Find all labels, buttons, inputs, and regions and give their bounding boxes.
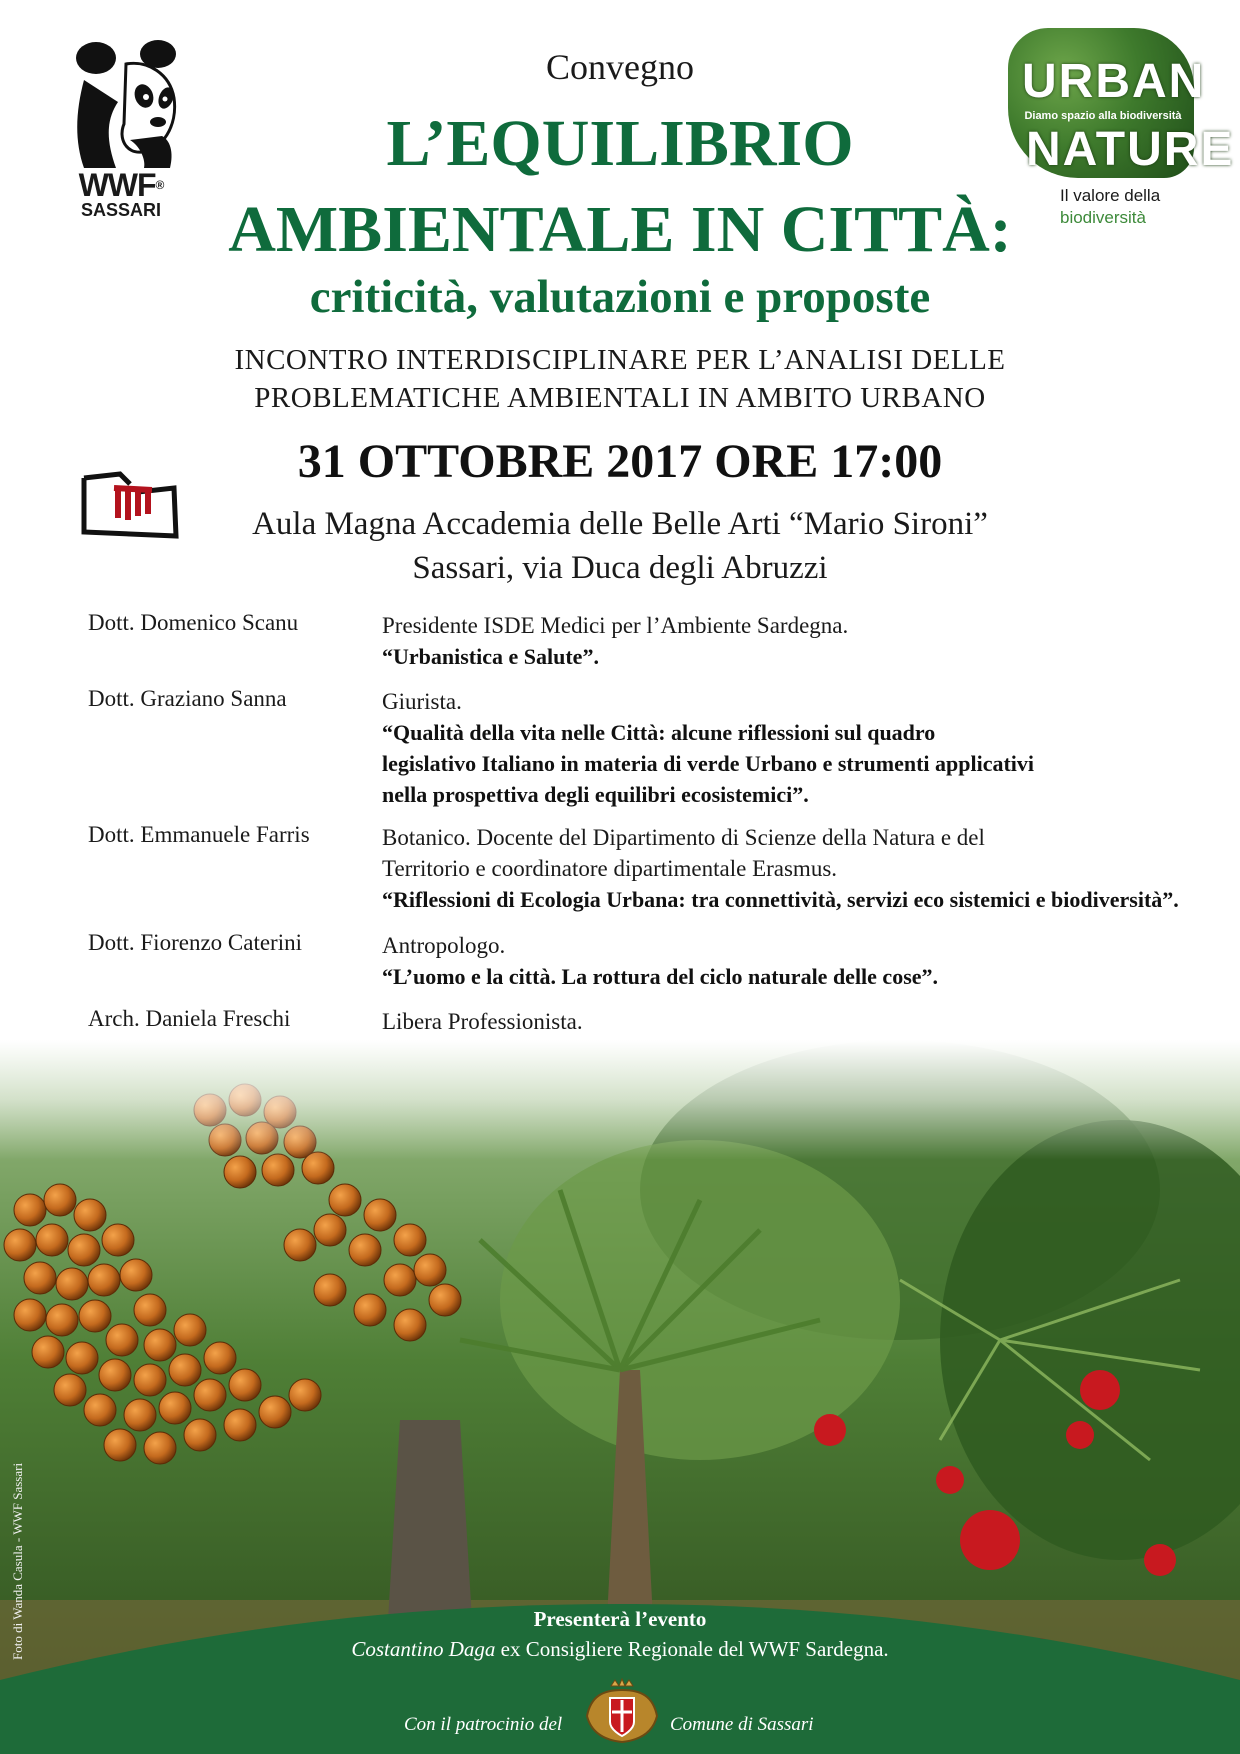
- speaker-role: Territorio e coordinatore dipartimentale Erasmus.: [382, 856, 838, 881]
- speaker-name: Dott. Graziano Sanna: [88, 686, 287, 711]
- presenter-name: Costantino Daga: [351, 1637, 496, 1661]
- speaker-name: Dott. Domenico Scanu: [88, 610, 299, 635]
- title-line2: AMBIENTALE IN CITTÀ:: [228, 193, 1012, 266]
- patronage-left: Con il patrocinio del: [404, 1714, 563, 1735]
- wwf-city: SASSARI: [80, 200, 161, 220]
- urban-nature-tagline: Diamo spazio alla biodiversità: [1024, 110, 1182, 122]
- presenter-role: ex Consigliere Regionale del WWF Sardegna.: [495, 1637, 889, 1661]
- event-kicker: Convegno: [546, 47, 694, 87]
- speaker-role: Presidente ISDE Medici per l’Ambiente Sardegna.: [382, 613, 849, 638]
- urban-nature-line2: NATURE: [1026, 123, 1235, 176]
- speaker-talk: “L’uomo e la città. La rottura del ciclo naturale delle cose”.: [382, 964, 939, 989]
- wwf-wordmark: WWF: [78, 167, 156, 203]
- urban-nature-sub2: biodiversità: [1060, 208, 1146, 227]
- subtitle-line2: PROBLEMATICHE AMBIENTALI IN AMBITO URBANO: [254, 382, 986, 414]
- venue-line2: Sassari, via Duca degli Abruzzi: [412, 550, 828, 586]
- speaker-talk: “Urbanistica e Salute”.: [382, 644, 599, 669]
- speaker-role: Antropologo.: [382, 933, 506, 958]
- speaker-talk: “Riflessioni di Ecologia Urbana: tra connettività, servizi eco sistemici e biodiversità”.: [382, 887, 1179, 912]
- venue-line1: Aula Magna Accademia delle Belle Arti “Mario Sironi”: [252, 506, 988, 542]
- title-line1: L’EQUILIBRIO: [386, 107, 854, 180]
- urban-nature-sub1: Il valore della: [1060, 186, 1161, 205]
- photo-fade: [0, 1040, 1240, 1160]
- presenter-intro: Presenterà l’evento: [533, 1607, 707, 1631]
- speaker-role: Giurista.: [382, 689, 462, 714]
- speaker-role: Botanico. Docente del Dipartimento di Scienze della Natura e del: [382, 825, 985, 850]
- speaker-name: Dott. Emmanuele Farris: [88, 822, 310, 847]
- speaker-name: Arch. Daniela Freschi: [88, 1006, 291, 1031]
- speaker-name: Dott. Fiorenzo Caterini: [88, 930, 302, 955]
- speaker-talk: “Qualità della vita nelle Città: alcune riflessioni sul quadro: [382, 720, 936, 745]
- title-line3: criticità, valutazioni e proposte: [309, 271, 931, 323]
- patronage-right: Comune di Sassari: [670, 1714, 814, 1735]
- sassari-crest-icon: [577, 1676, 667, 1746]
- speaker-talk: nella prospettiva degli equilibri ecosistemici”.: [382, 782, 809, 807]
- urban-nature-line1: URBAN: [1022, 55, 1206, 108]
- event-date: 31 OTTOBRE 2017 ORE 17:00: [297, 435, 943, 488]
- subtitle-line1: INCONTRO INTERDISCIPLINARE PER L’ANALISI DELLE: [234, 344, 1006, 376]
- speaker-talk: legislativo Italiano in materia di verde Urbano e strumenti applicativi: [382, 751, 1035, 776]
- photo-credit: Foto di Wanda Casula - WWF Sassari: [10, 1462, 25, 1660]
- presenter-line: [0, 1637, 1240, 1662]
- registered-mark: ®: [155, 178, 164, 192]
- speaker-role: Libera Professionista.: [382, 1009, 583, 1034]
